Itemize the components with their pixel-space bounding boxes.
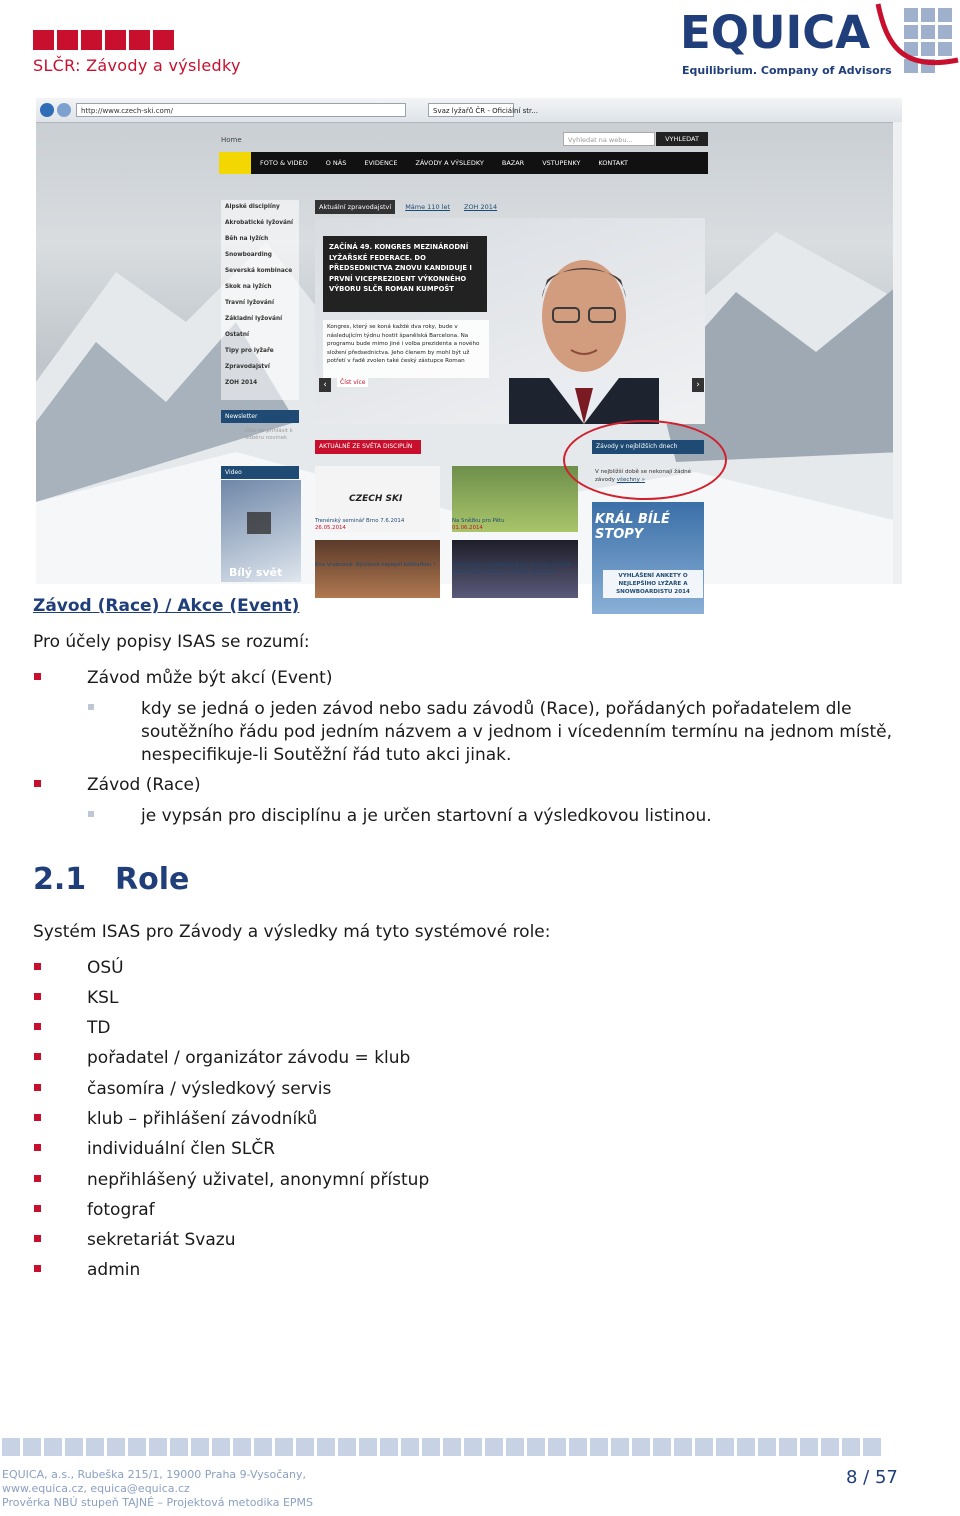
sidebar-item[interactable]: Skok na lyžích xyxy=(225,284,272,290)
header-decoration xyxy=(33,30,174,50)
bullet-icon xyxy=(34,673,41,680)
banner-text: VYHLÁŠENÍ ANKETY O NEJLEPŠÍHO LYŽAŘE A SNOWBOARDISTU 2014 xyxy=(603,570,703,598)
footer-decoration xyxy=(2,1438,881,1456)
read-more-link[interactable]: Číst více xyxy=(337,378,368,387)
website-content xyxy=(219,128,708,595)
news-card-title[interactable]: Trenérský seminář Brno 7.6.2014 xyxy=(315,518,405,524)
newsletter-header: Newsletter xyxy=(221,410,299,423)
nav-item[interactable]: FOTO & VIDEO xyxy=(260,159,308,167)
role-item: pořadatel / organizátor závodu = klub xyxy=(87,1048,411,1068)
definition-subtext: je vypsán pro disciplínu a je určen startovní a výsledkovou listinou. xyxy=(141,806,712,826)
bullet-icon xyxy=(34,1265,41,1272)
sidebar-item[interactable]: Travní lyžování xyxy=(225,300,274,306)
site-nav xyxy=(219,152,708,174)
bullet-icon xyxy=(34,1114,41,1121)
news-card-date: 26.05.2014 xyxy=(315,525,346,531)
bullet-icon xyxy=(34,780,41,787)
back-icon[interactable] xyxy=(40,103,54,117)
sidebar-item[interactable]: Akrobatické lyžování xyxy=(225,220,294,226)
tab-110[interactable]: Máme 110 let xyxy=(405,203,451,211)
content-tabs xyxy=(315,200,501,214)
sidebar-item[interactable]: Alpské disciplíny xyxy=(225,204,280,210)
banner-title: KRÁL BÍLÉ STOPY xyxy=(595,512,670,542)
nav-item[interactable]: VSTUPENKY xyxy=(542,159,581,167)
sidebar-item[interactable]: Zpravodajství xyxy=(225,364,270,370)
role-item: sekretariát Svazu xyxy=(87,1230,236,1250)
video-header: Video xyxy=(221,466,299,479)
role-item: individuální člen SLČR xyxy=(87,1139,276,1159)
bullet-icon xyxy=(34,1235,41,1242)
definition-subtext: kdy se jedná o jeden závod nebo sadu závodů (Race), pořádaných pořadatelem dle xyxy=(141,699,852,719)
bullet-icon xyxy=(34,1023,41,1030)
website-screenshot xyxy=(36,98,902,595)
sidebar-item[interactable]: Základní lyžování xyxy=(225,316,283,322)
nav-item[interactable]: EVIDENCE xyxy=(364,159,398,167)
sidebar-item[interactable]: Severská kombinace xyxy=(225,268,293,274)
role-item: fotograf xyxy=(87,1200,155,1220)
tab-zoh[interactable]: ZOH 2014 xyxy=(464,203,498,211)
sidebar-item[interactable]: ZOH 2014 xyxy=(225,380,258,386)
role-item: admin xyxy=(87,1260,141,1280)
breadcrumb[interactable]: Home xyxy=(221,136,242,144)
news-card-date: 01.06.2014 xyxy=(452,525,483,531)
definition-item: Závod (Race) xyxy=(87,775,201,795)
definition-subtext: soutěžního řádu pod jedním názvem a v jednom i vícedenním termínu na jednom místě, xyxy=(141,722,892,742)
play-icon[interactable] xyxy=(247,512,271,534)
sidebar-item[interactable]: Ostatní xyxy=(225,332,249,338)
news-card[interactable] xyxy=(315,518,440,531)
scrollbar[interactable] xyxy=(893,122,902,584)
race-heading: Závod (Race) / Akce (Event) xyxy=(33,596,300,616)
nav-item[interactable]: ZÁVODY A VÝSLEDKY xyxy=(415,159,484,167)
races-header: Závody v nejbližších dnech xyxy=(592,440,704,454)
nav-item[interactable]: O NÁS xyxy=(325,159,347,167)
tab-news[interactable]: Aktuální zpravodajství xyxy=(315,200,395,214)
role-item: nepřihlášený uživatel, anonymní přístup xyxy=(87,1170,430,1190)
section-title: SLČR: Závody a výsledky xyxy=(33,56,241,75)
hero-headline[interactable]: ZAČÍNÁ 49. KONGRES MEZINÁRODNÍ LYŽAŘSKÉ FEDERACE. DO PŘEDSEDNICTVA ZNOVU KANDIDUJE I PRVNÍ VICEPREZIDENT VÝKONNÉHO VÝBORU SLČR ROMAN KUMPOŠT xyxy=(323,236,487,312)
nav-item[interactable]: BAZAR xyxy=(501,159,525,167)
bullet-icon xyxy=(34,1175,41,1182)
equica-logo: EQUICA Equilibrium. Company of Advisors xyxy=(676,2,960,82)
sidebar-item[interactable]: Tipy pro lyžaře xyxy=(225,348,274,354)
races-all-link[interactable]: všechny » xyxy=(616,477,646,483)
section-heading xyxy=(33,862,189,897)
sub-bullet-icon xyxy=(88,704,94,710)
role-item: časomíra / výsledkový servis xyxy=(87,1079,332,1099)
definition-subtext: nespecifikuje-li Soutěžní řád tuto akci jinak. xyxy=(141,745,512,765)
role-item: OSÚ xyxy=(87,958,124,978)
bullet-icon xyxy=(34,1084,41,1091)
news-card-title[interactable]: Eva Vrabcová- Nývltová nejlepší běžkařkou ! xyxy=(315,562,436,568)
newsletter-text[interactable]: Chci se přihlásit k odběru novinek xyxy=(245,428,293,441)
highlight-ellipse xyxy=(563,420,727,500)
next-slide-icon[interactable]: › xyxy=(692,378,704,392)
news-card-title[interactable]: Čeští lyžaři a snowboardisté mají po čtyřech letech opět Královnu. Je Eva Samková xyxy=(452,562,572,575)
news-card[interactable] xyxy=(452,518,578,531)
home-icon[interactable] xyxy=(219,152,251,174)
role-item: TD xyxy=(87,1018,111,1038)
bullet-icon xyxy=(34,1053,41,1060)
address-bar[interactable]: http://www.czech-ski.com/ xyxy=(76,103,406,117)
portrait-photo xyxy=(509,228,659,424)
races-text: V nejbližší době se nekonají žádné závody všechny » xyxy=(595,469,692,483)
sidebar-item[interactable]: Běh na lyžích xyxy=(225,236,269,242)
sub-bullet-icon xyxy=(88,811,94,817)
prev-slide-icon[interactable]: ‹ xyxy=(319,378,331,392)
footer-address: EQUICA, a.s., Rubeška 215/1, 19000 Praha 9-Vysočany, www.equica.cz, equica@equica.cz Prověrka NBÚ stupeň TAJNÉ – Projektová metodika EPMS xyxy=(2,1468,313,1509)
bullet-icon xyxy=(34,963,41,970)
page-number: 8 / 57 xyxy=(846,1467,898,1488)
video-caption: Bílý svět xyxy=(229,566,283,579)
aktualne-header: AKTUÁLNĚ ZE SVĚTA DISCIPLÍN xyxy=(315,440,421,454)
definition-item: Závod může být akcí (Event) xyxy=(87,668,333,688)
role-item: KSL xyxy=(87,988,119,1008)
nav-item[interactable]: KONTAKT xyxy=(598,159,628,167)
news-card-image[interactable] xyxy=(315,540,440,598)
bullet-icon xyxy=(34,1144,41,1151)
bullet-icon xyxy=(34,993,41,1000)
forward-icon[interactable] xyxy=(57,103,71,117)
site-search-button[interactable]: VYHLEDAT xyxy=(656,132,708,146)
section-heading-title: Role xyxy=(115,862,190,897)
bullet-icon xyxy=(34,1205,41,1212)
site-sidebar xyxy=(221,200,299,400)
logo-grid-icon xyxy=(876,2,960,78)
sidebar-item[interactable]: Snowboarding xyxy=(225,252,272,258)
czech-ski-logo: CZECH SKI xyxy=(349,494,403,504)
site-search-input[interactable]: Vyhledat na webu... xyxy=(563,132,655,146)
hero-text: Kongres, který se koná každé dva roky, bude v následujícím týdnu hostit španělská Barcelona. Na programu bude mimo jiné i volba prezidenta a nového složení předsednictva. Jeho členem by mohl být už potřetí v řadě zvolen také český zástupce Roman xyxy=(323,320,489,378)
news-card-title[interactable]: Na Sněžku pro Pětu xyxy=(452,518,505,524)
intro-text: Pro účely popisy ISAS se rozumí: xyxy=(33,632,310,652)
section-number: 2.1 xyxy=(33,862,87,897)
browser-tab[interactable]: Svaz lyžařů ČR - Oficiální str... xyxy=(428,103,514,117)
role-item: klub – přihlášení závodníků xyxy=(87,1109,318,1129)
roles-intro: Systém ISAS pro Závody a výsledky má tyto systémové role: xyxy=(33,922,551,942)
